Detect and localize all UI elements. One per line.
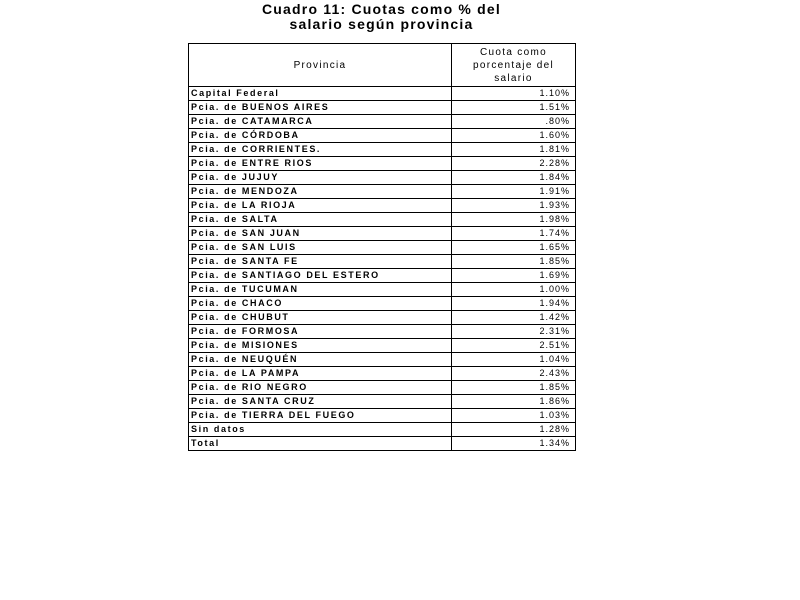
table-row [189, 367, 576, 381]
cuota-cell: 1.69% [452, 269, 576, 283]
provincia-cell: Pcia. de TUCUMAN [189, 283, 452, 297]
table-row [189, 325, 576, 339]
cuota-cell: 2.31% [452, 325, 576, 339]
cuota-cell: 1.86% [452, 395, 576, 409]
provincia-cell: Pcia. de CHUBUT [189, 311, 452, 325]
provincia-cell: Pcia. de LA PAMPA [189, 367, 452, 381]
table-row [189, 199, 576, 213]
table-row [189, 101, 576, 115]
table-row [189, 157, 576, 171]
cuota-cell: 1.94% [452, 297, 576, 311]
table-row [189, 171, 576, 185]
cuota-cell: .80% [452, 115, 576, 129]
header-cuota-label: Cuota como porcentaje del salario [472, 46, 555, 84]
cuota-cell: 1.93% [452, 199, 576, 213]
header-provincia [189, 44, 452, 87]
provincia-cell: Sin datos [189, 423, 452, 437]
cuota-cell: 1.60% [452, 129, 576, 143]
provincia-cell: Pcia. de CÓRDOBA [189, 129, 452, 143]
cuota-cell: 1.28% [452, 423, 576, 437]
provincia-cell: Pcia. de MENDOZA [189, 185, 452, 199]
provincia-cell: Pcia. de CHACO [189, 297, 452, 311]
table-row [189, 409, 576, 423]
provincia-cell: Pcia. de CORRIENTES. [189, 143, 452, 157]
provincia-cell: Pcia. de BUENOS AIRES [189, 101, 452, 115]
provincia-cell: Pcia. de RIO NEGRO [189, 381, 452, 395]
title-line-2: salario según provincia [289, 16, 474, 32]
table-row [189, 437, 576, 451]
provincia-cell: Capital Federal [189, 87, 452, 101]
table-row [189, 339, 576, 353]
cuota-cell: 1.51% [452, 101, 576, 115]
header-provincia-label: Provincia [293, 59, 347, 71]
table-row [189, 227, 576, 241]
provincia-cell: Total [189, 437, 452, 451]
table-body [189, 87, 576, 451]
cuota-cell: 1.00% [452, 283, 576, 297]
provincia-cell: Pcia. de SAN JUAN [189, 227, 452, 241]
table-row [189, 423, 576, 437]
cuota-cell: 1.98% [452, 213, 576, 227]
table-row [189, 353, 576, 367]
provincia-cell: Pcia. de FORMOSA [189, 325, 452, 339]
cuota-cell: 1.34% [452, 437, 576, 451]
table-row [189, 129, 576, 143]
cuota-cell: 1.03% [452, 409, 576, 423]
table-row [189, 395, 576, 409]
cuota-cell: 2.51% [452, 339, 576, 353]
cuota-cell: 1.85% [452, 255, 576, 269]
provincia-cell: Pcia. de NEUQUÉN [189, 353, 452, 367]
header-cuota [452, 44, 576, 87]
table-row [189, 381, 576, 395]
cuota-cell: 1.91% [452, 185, 576, 199]
cuota-cell: 2.28% [452, 157, 576, 171]
provincia-cell: Pcia. de SAN LUIS [189, 241, 452, 255]
table-row [189, 255, 576, 269]
provincia-cell: Pcia. de SANTIAGO DEL ESTERO [189, 269, 452, 283]
provincia-cell: Pcia. de TIERRA DEL FUEGO [189, 409, 452, 423]
cuota-cell: 1.84% [452, 171, 576, 185]
table-row [189, 297, 576, 311]
cuota-cell: 1.42% [452, 311, 576, 325]
table-title [188, 2, 575, 32]
title-line-1: Cuadro 11: Cuotas como % del [262, 1, 501, 17]
table-row [189, 185, 576, 199]
cuota-cell: 1.65% [452, 241, 576, 255]
table-row [189, 269, 576, 283]
data-table [188, 43, 576, 451]
table-row [189, 115, 576, 129]
provincia-cell: Pcia. de SANTA CRUZ [189, 395, 452, 409]
provincia-cell: Pcia. de ENTRE RIOS [189, 157, 452, 171]
cuota-cell: 1.10% [452, 87, 576, 101]
cuota-cell: 1.85% [452, 381, 576, 395]
cuota-cell: 1.74% [452, 227, 576, 241]
provincia-cell: Pcia. de SANTA FE [189, 255, 452, 269]
table-row [189, 241, 576, 255]
provincia-cell: Pcia. de LA RIOJA [189, 199, 452, 213]
table-row [189, 87, 576, 101]
provincia-cell: Pcia. de SALTA [189, 213, 452, 227]
provincia-cell: Pcia. de JUJUY [189, 171, 452, 185]
cuota-cell: 1.81% [452, 143, 576, 157]
provincia-cell: Pcia. de MISIONES [189, 339, 452, 353]
header-row [189, 44, 576, 87]
provincia-cell: Pcia. de CATAMARCA [189, 115, 452, 129]
table-row [189, 213, 576, 227]
table-row [189, 311, 576, 325]
table-row [189, 283, 576, 297]
table-row [189, 143, 576, 157]
table-header [189, 44, 576, 87]
cuota-cell: 2.43% [452, 367, 576, 381]
cuota-cell: 1.04% [452, 353, 576, 367]
